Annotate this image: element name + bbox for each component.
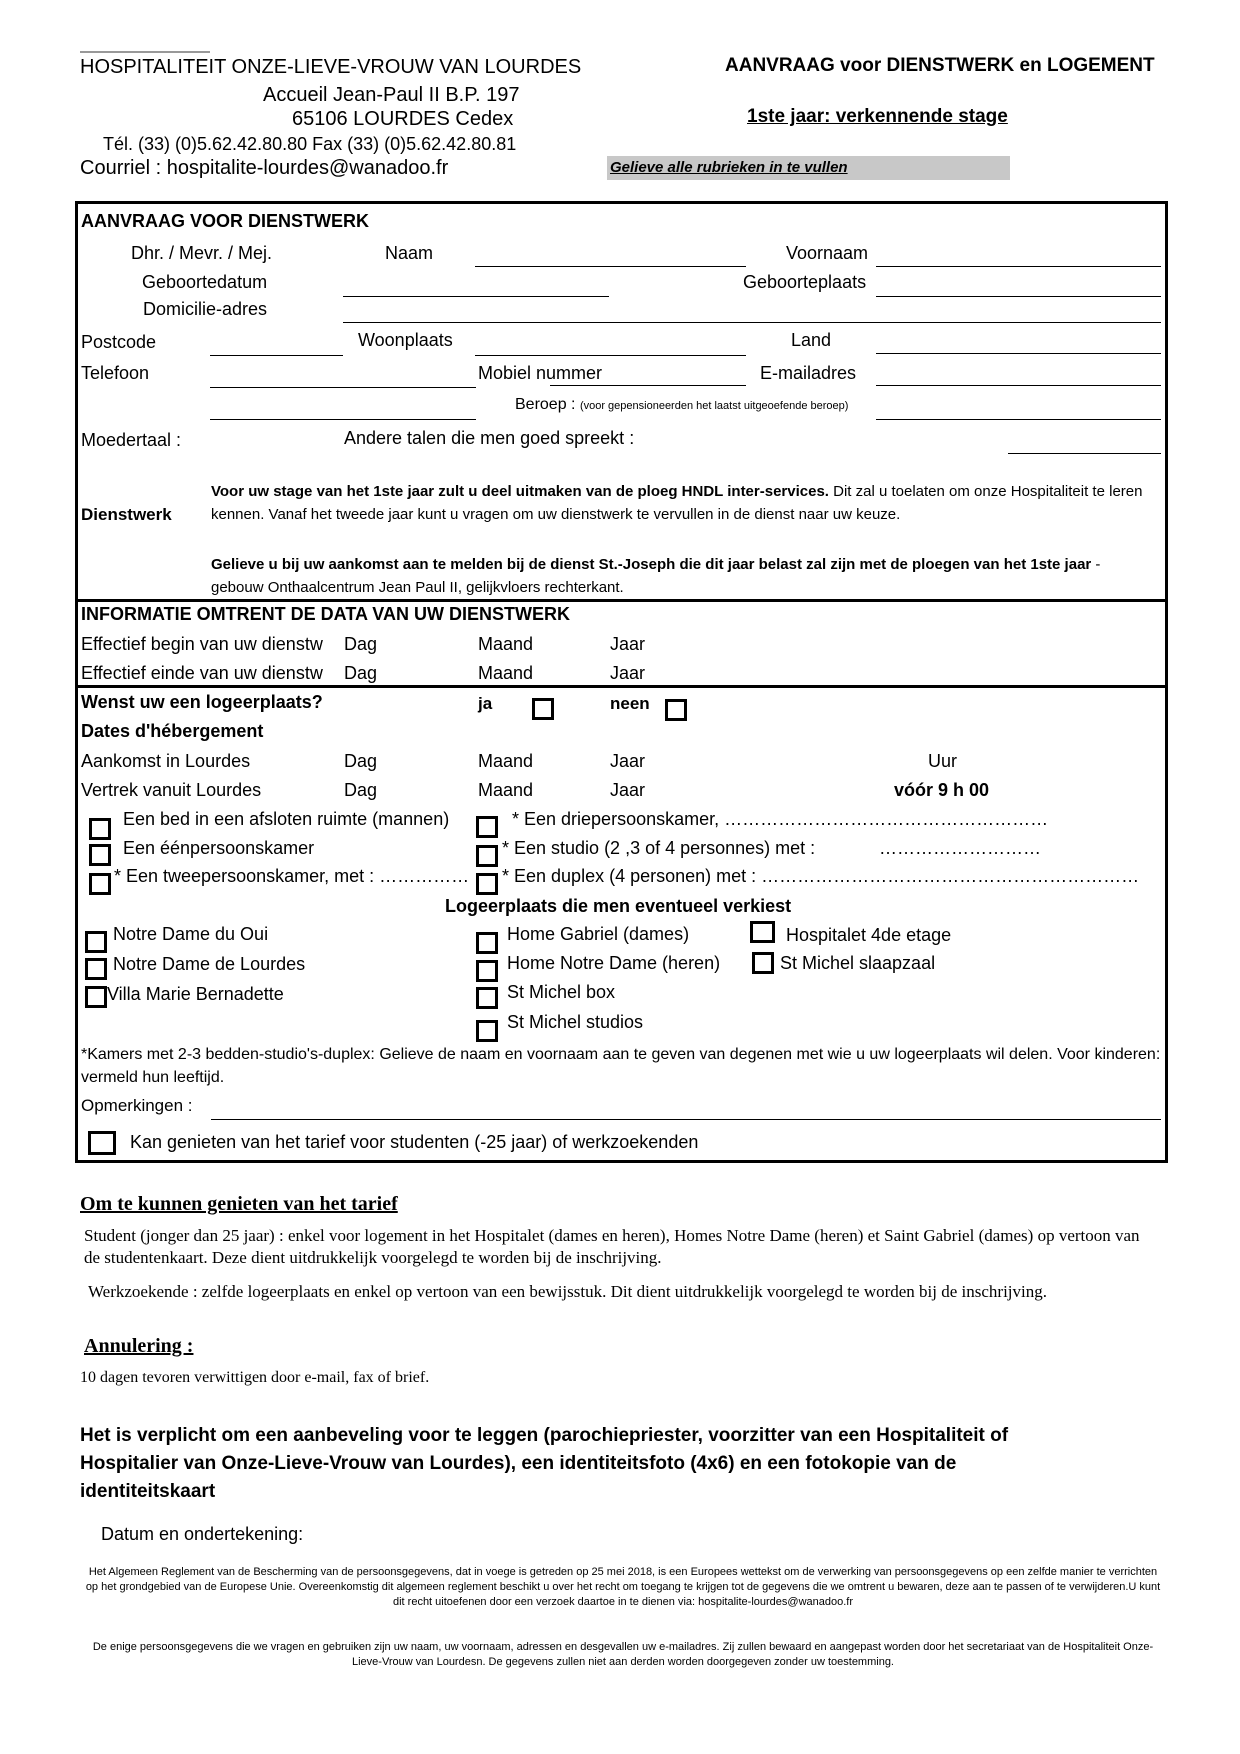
annulering-title: Annulering :	[84, 1335, 194, 1357]
dienstwerk-text1: Dit zal u toelaten om onze Hospitaliteit te leren kennen. Vanaf het tweede jaar kunt u vragen om uw dienstwerk te vervullen in de dienst naar uw keuze.	[211, 483, 1143, 523]
voornaam-field[interactable]	[876, 266, 1161, 267]
woonplaats-label: Woonplaats	[358, 330, 453, 350]
tarief-student: Student (jonger dan 25 jaar) : enkel voor logement in het Hospitalet (dames en heren), Homes Notre Dame (heren) et Saint Gabriel (dames) op vertoon van de studentenkaart. Deze dient uitdrukkelijk voorgelegd te worden bij de inschrijving.	[84, 1226, 1140, 1267]
opt-duplex-checkbox[interactable]	[476, 873, 498, 895]
opt-een-label: Een éénpersoonskamer	[123, 838, 315, 858]
phone-fax: Tél. (33) (0)5.62.42.80.80 Fax (33) (0)5.62.42.80.81	[103, 134, 517, 154]
land-field[interactable]	[876, 353, 1161, 354]
vertrek-jaar: Jaar	[610, 780, 646, 800]
opt-twee-label: * Een tweepersoonskamer, met : ……………	[114, 866, 470, 886]
privacy-text2: De enige persoonsgegevens die we vragen en gebruiken zijn uw naam, uw voornaam, adressen en desgevallen uw e-mailadres. Zij zullen bewaard en aangepast worden door het secretariaat van de Hospitaliteit Onze-Lieve-Vrouw van Lourdesn. De gegevens zullen niet aan derden worden doorgegeven zonder uw toestemming.	[92, 1641, 1154, 1668]
extra-field[interactable]	[210, 419, 476, 420]
gabriel-label: Home Gabriel (dames)	[507, 924, 690, 944]
home-nd-label: Home Notre Dame (heren)	[507, 953, 721, 973]
dates-title: Dates d'hébergement	[81, 721, 264, 741]
stm-slaap-label: St Michel slaapzaal	[780, 953, 936, 973]
home-nd-checkbox[interactable]	[476, 960, 498, 982]
pref-title: Logeerplaats die men eventueel verkiest	[445, 896, 792, 916]
geboorteplaats-field[interactable]	[876, 296, 1161, 297]
beroep-note: (voor gepensioneerden het laatst uitgeoefende beroep)	[579, 400, 849, 412]
opmerkingen-label: Opmerkingen :	[81, 1096, 193, 1115]
mobiel-field[interactable]	[550, 385, 746, 386]
nd-lourdes-label: Notre Dame de Lourdes	[113, 954, 306, 974]
opt-duplex-label: * Een duplex (4 personen) met : ………………………………………………………	[502, 866, 1140, 886]
tarief-title: Om te kunnen genieten van het tarief	[80, 1193, 398, 1215]
nd-lourdes-checkbox[interactable]	[85, 958, 107, 980]
tarief-check-label: Kan genieten van het tarief voor studenten (-25 jaar) of werkzoekenden	[130, 1132, 699, 1152]
annulering-text: 10 dagen tevoren verwittigen door e-mail, fax of brief.	[80, 1369, 430, 1386]
aankomst-maand: Maand	[478, 751, 534, 771]
postcode-field[interactable]	[210, 355, 343, 356]
address-line2: 65106 LOURDES Cedex	[292, 108, 514, 130]
privacy-text1: Het Algemeen Reglement van de Bescherming van de persoonsgegevens, dat in voege is getreden op 25 mei 2018, is een Europees wettekst om de verwerking van persoonsgegevens op een zelfde manier te verrichten op het grondgebied van de Europese Unie. Overeenkomstig dit algemeen reglement beschikt u over het recht om toegang te krijgen tot de gegevens die we omtrent u bewaren, deze aan te passen of te verwijderen.U kunt dit recht uitoefenen door een verzoek daartoe in te dienen via: hospitalite-lourdes@wanadoo.fr	[85, 1566, 1161, 1608]
tarief-checkbox[interactable]	[88, 1131, 116, 1155]
stm-studios-label: St Michel studios	[507, 1012, 644, 1032]
aankomst-jaar: Jaar	[610, 751, 646, 771]
ja-checkbox[interactable]	[532, 698, 554, 720]
gabriel-checkbox[interactable]	[476, 932, 498, 954]
vertrek-maand: Maand	[478, 780, 534, 800]
dienstwerk-bold2: Gelieve u bij uw aankomst aan te melden bij de dienst St.-Joseph die dit jaar belast zal zijn met de ploegen van het 1ste jaar	[211, 556, 1092, 573]
opt-studio-checkbox[interactable]	[476, 845, 498, 867]
nd-oui-checkbox[interactable]	[85, 931, 107, 953]
opt-studio-label: * Een studio (2 ,3 of 4 personnes) met :	[502, 838, 816, 858]
einde-label: Effectief einde van uw dienstw	[81, 663, 323, 683]
datum-label: Datum en ondertekening:	[101, 1524, 304, 1544]
aankomst-label: Aankomst in Lourdes	[81, 751, 251, 771]
email-field[interactable]	[876, 385, 1161, 386]
hospitalet-checkbox[interactable]	[750, 921, 775, 943]
vertrek-time: vóór 9 h 00	[894, 780, 990, 800]
moedertaal-label: Moedertaal :	[81, 430, 182, 450]
stm-studios-checkbox[interactable]	[476, 1020, 498, 1042]
begin-maand: Maand	[478, 634, 534, 654]
neen-label: neen	[610, 694, 650, 713]
neen-checkbox[interactable]	[665, 699, 687, 721]
mobiel-label: Mobiel nummer	[478, 363, 603, 383]
villa-checkbox[interactable]	[85, 986, 107, 1008]
opt-drie-label: * Een driepersoonskamer, ………………………………………………	[512, 809, 1049, 829]
einde-dag: Dag	[344, 663, 378, 683]
voornaam-label: Voornaam	[786, 243, 869, 263]
vertrek-dag: Dag	[344, 780, 378, 800]
begin-label: Effectief begin van uw dienstw	[81, 634, 323, 654]
domicilie-label: Domicilie-adres	[143, 299, 268, 319]
email-label: E-mailadres	[760, 363, 857, 383]
woonplaats-field[interactable]	[475, 355, 746, 356]
naam-field[interactable]	[475, 266, 746, 267]
dienstwerk-text2: - gebouw Onthaalcentrum Jean Paul II, gelijkvloers rechterkant.	[211, 556, 1101, 596]
vertrek-label: Vertrek vanuit Lourdes	[81, 780, 262, 800]
geboortedatum-label: Geboortedatum	[142, 272, 268, 292]
stm-slaap-checkbox[interactable]	[752, 952, 774, 974]
begin-dag: Dag	[344, 634, 378, 654]
geboortedatum-field[interactable]	[343, 296, 609, 297]
villa-label: Villa Marie Bernadette	[107, 984, 284, 1004]
header-rule	[80, 51, 210, 53]
begin-jaar: Jaar	[610, 634, 646, 654]
section1-title: AANVRAAG VOOR DIENSTWERK	[81, 211, 370, 231]
address-line1: Accueil Jean-Paul II B.P. 197	[263, 84, 520, 106]
tarief-werkzoekende: Werkzoekende : zelfde logeerplaats en enkel op vertoon van een bewijsstuk. Dit dient uitdrukkelijk voorgelegd te worden bij de inschrijving.	[88, 1282, 1048, 1301]
stm-box-checkbox[interactable]	[476, 987, 498, 1009]
opt-studio-dots: ………………………	[879, 838, 1041, 858]
geboorteplaats-label: Geboorteplaats	[743, 272, 867, 292]
telefoon-field[interactable]	[210, 387, 476, 388]
verplicht-text: Het is verplicht om een aanbeveling voor te leggen (parochiepriester, voorzitter van een Hospitaliteit of Hospitalier van Onze-Lieve-Vrouw van Lourdes), een identiteitsfoto (4x6) en een fotokopie van de identiteitskaart	[80, 1425, 1009, 1502]
opt-een-checkbox[interactable]	[89, 844, 111, 866]
aankomst-uur: Uur	[928, 751, 958, 771]
naam-label: Naam	[385, 243, 434, 263]
section-divider	[77, 599, 1166, 602]
dienstwerk-text2-block	[211, 553, 1146, 599]
org-name: HOSPITALITEIT ONZE-LIEVE-VROUW VAN LOURDES	[80, 56, 582, 78]
opt-drie-checkbox[interactable]	[476, 816, 498, 838]
ja-label: ja	[478, 694, 493, 713]
land-label: Land	[791, 330, 832, 350]
stm-box-label: St Michel box	[507, 982, 616, 1002]
opt-bed-label: Een bed in een afsloten ruimte (mannen)	[123, 809, 450, 829]
andere-talen-label: Andere talen die men goed spreekt :	[344, 428, 635, 448]
domicilie-field[interactable]	[343, 322, 1161, 323]
hospitalet-label: Hospitalet 4de etage	[786, 925, 952, 945]
section2-title: INFORMATIE OMTRENT DE DATA VAN UW DIENSTWERK	[81, 604, 570, 624]
section-divider	[77, 685, 1166, 688]
opmerkingen-field[interactable]	[211, 1119, 1161, 1120]
andere-talen-field[interactable]	[1008, 453, 1161, 454]
beroep-label	[515, 396, 848, 414]
kamers-note: *Kamers met 2-3 bedden-studio's-duplex: Gelieve de naam en voornaam aan te geven van degenen met wie u uw logeerplaats wil delen. Voor kinderen: vermeld hun leeftijd.	[81, 1046, 1161, 1086]
opt-twee-checkbox[interactable]	[89, 873, 111, 895]
dienstwerk-bold1: Voor uw stage van het 1ste jaar zult u deel uitmaken van de ploeg HNDL inter-services.	[211, 483, 829, 500]
fill-notice: Gelieve alle rubrieken in te vullen	[610, 159, 848, 176]
opt-bed-checkbox[interactable]	[89, 818, 111, 840]
einde-maand: Maand	[478, 663, 534, 683]
beroep-field[interactable]	[876, 419, 1161, 420]
beroep-label-text: Beroep :	[515, 396, 576, 413]
email-address: Courriel : hospitalite-lourdes@wanadoo.fr	[80, 157, 449, 179]
dienstwerk-text	[211, 480, 1146, 526]
telefoon-label: Telefoon	[81, 363, 150, 383]
einde-jaar: Jaar	[610, 663, 646, 683]
dienstwerk-label: Dienstwerk	[81, 505, 172, 524]
form-subtitle: 1ste jaar: verkennende stage	[747, 106, 1008, 127]
aankomst-dag: Dag	[344, 751, 378, 771]
form-title: AANVRAAG voor DIENSTWERK en LOGEMENT	[725, 55, 1155, 76]
nd-oui-label: Notre Dame du Oui	[113, 924, 269, 944]
postcode-label: Postcode	[81, 332, 157, 352]
logeer-question: Wenst uw een logeerplaats?	[81, 692, 323, 712]
salutation-label: Dhr. / Mevr. / Mej.	[131, 243, 273, 263]
